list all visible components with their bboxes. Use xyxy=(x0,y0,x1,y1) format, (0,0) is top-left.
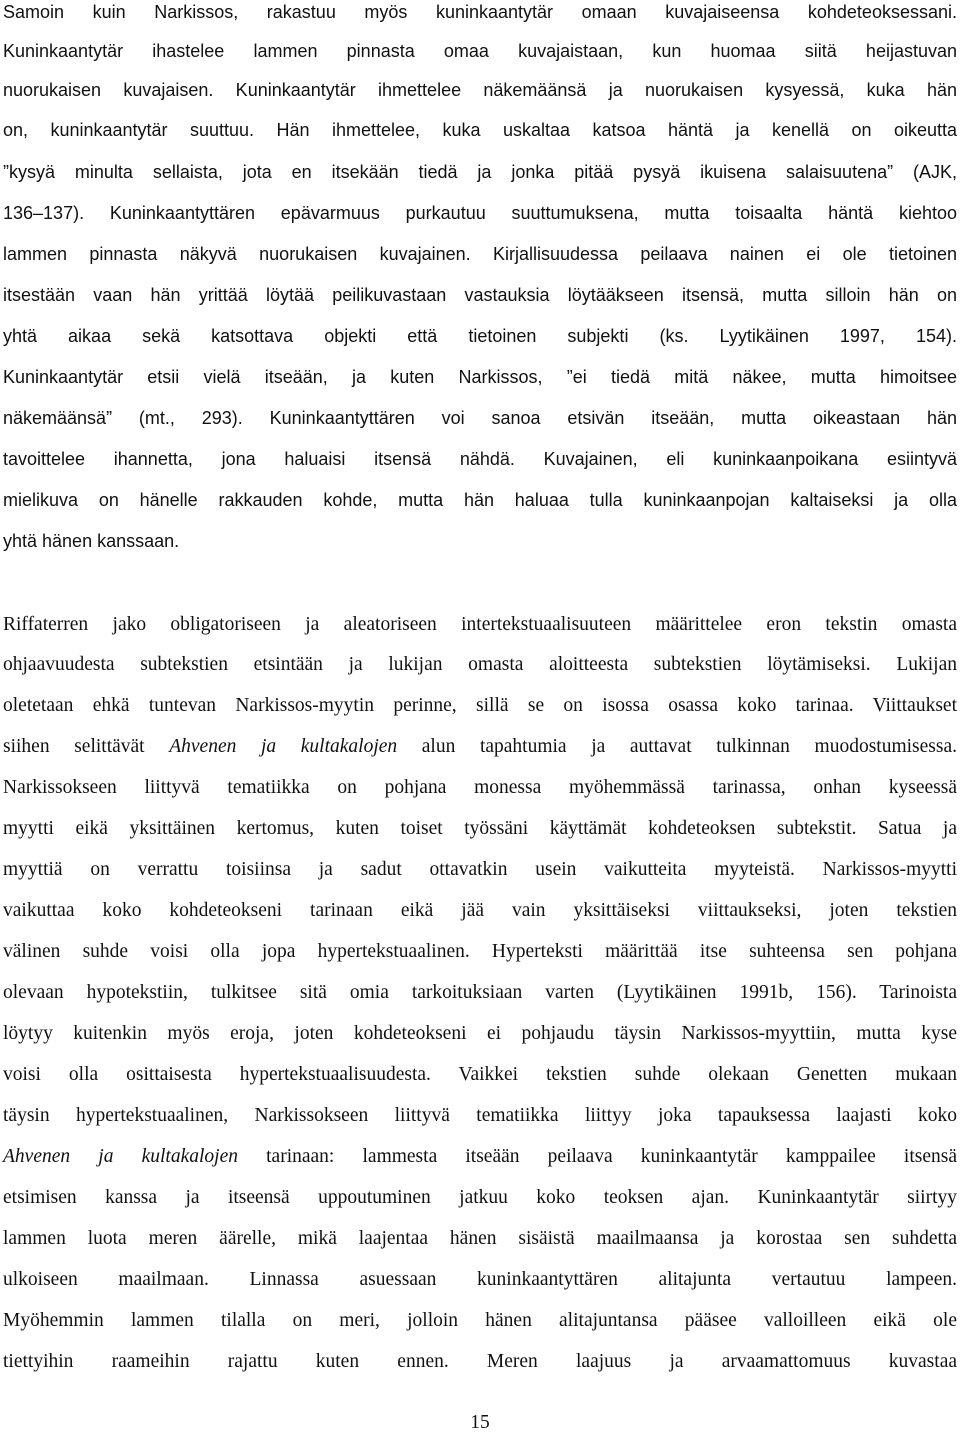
paragraph-1-line-9: yhtä aikaa sekä katsottava objekti että tietoinen subjekti (ks. Lyytikäinen 1997, 154). xyxy=(3,326,957,346)
page-number: 15 xyxy=(470,1412,490,1433)
paragraph-1-line-2: Kuninkaantytär ihastelee lammen pinnasta omaa kuvajaistaan, kun huomaa siitä heijastuvan xyxy=(3,41,957,61)
paragraph-1-line-8: itsestään vaan hän yrittää löytää peilikuvastaan vastauksia löytääkseen itsensä, mutta silloin hän on xyxy=(3,285,957,305)
paragraph-2-line-16: lammen luota meren äärelle, mikä laajentaa hänen sisäistä maailmaansa ja korostaa sen suhdetta xyxy=(3,1228,957,1249)
paragraph-2-line-12: voisi olla osittaisesta hypertekstuaalisuudesta. Vaikkei tekstien suhde olekaan Genetten mukaan xyxy=(3,1064,957,1085)
work-title-italic: Ahvenen ja kultakalojen xyxy=(169,736,398,757)
line-14-text-end: tarinaan: lammesta itseään peilaava kuninkaantytär kamppailee itsensä xyxy=(237,1146,957,1167)
paragraph-1-line-3: nuorukaisen kuvajaisen. Kuninkaantytär ihmettelee näkemäänsä ja nuorukaisen kysyessä, kuka hän xyxy=(3,80,957,100)
paragraph-2-line-9: välinen suhde voisi olla jopa hypertekstuaalinen. Hyperteksti määrittää itse suhteensa sen pohjana xyxy=(3,941,957,962)
paragraph-1-line-14: yhtä hänen kanssaan. xyxy=(3,531,180,551)
paragraph-2-line-17: ulkoiseen maailmaan. Linnassa asuessaan kuninkaantyttären alitajunta vertautuu lampeen. xyxy=(3,1269,957,1290)
line-4-text-end: alun tapahtumia ja auttavat tulkinnan muodostumisessa. xyxy=(397,736,957,757)
paragraph-2-line-7: myyttiä on verrattu toisiinsa ja sadut ottavatkin usein vaikutteita myyteistä. Narkissos-myytti xyxy=(3,859,957,880)
paragraph-1-line-5: ”kysyä minulta sellaista, jota en itsekään tiedä ja jonka pitää pysyä ikuisena salaisuutena” (AJK, xyxy=(3,162,957,182)
paragraph-1-line-12: tavoittelee ihannetta, jona haluaisi itsensä nähdä. Kuvajainen, eli kuninkaanpoikana esiintyvä xyxy=(3,449,957,469)
paragraph-1-line-11: näkemäänsä” (mt., 293). Kuninkaantyttären voi sanoa etsivän itseään, mutta oikeastaan hän xyxy=(3,408,957,428)
paragraph-2-line-1: Riffaterren jako obligatoriseen ja aleatoriseen intertekstuaalisuuteen määrittelee eron tekstin omasta xyxy=(3,614,957,635)
paragraph-1-line-1: Samoin kuin Narkissos, rakastuu myös kuninkaantytär omaan kuvajaiseensa kohdeteoksessani. xyxy=(3,2,957,22)
paragraph-2-line-10: olevaan hypotekstiin, tulkitsee sitä omia tarkoituksiaan varten (Lyytikäinen 1991b, 156). Tarinoista xyxy=(3,982,957,1003)
paragraph-2-line-4 xyxy=(3,727,957,767)
paragraph-1-line-10: Kuninkaantytär etsii vielä itseään, ja kuten Narkissos, ”ei tiedä mitä näkee, mutta himoitsee xyxy=(3,367,957,387)
paragraph-2-line-15: etsimisen kanssa ja itseensä uppoutuminen jatkuu koko teoksen ajan. Kuninkaantytär siirtyy xyxy=(3,1187,957,1208)
paragraph-1-line-4: on, kuninkaantytär suuttuu. Hän ihmettelee, kuka uskaltaa katsoa häntä ja kenellä on oikeutta xyxy=(3,120,957,140)
line-4-text-start: siihen selittävät xyxy=(3,736,170,757)
work-title-italic: Ahvenen ja kultakalojen xyxy=(3,1146,238,1167)
paragraph-2-line-11: löytyy kuitenkin myös eroja, joten kohdeteokseni ei pohjaudu täysin Narkissos-myyttiin, mutta kyse xyxy=(3,1023,957,1044)
paragraph-2-line-8: vaikuttaa koko kohdeteokseni tarinaan eikä jää vain yksittäiseksi viittaukseksi, joten tekstien xyxy=(3,900,957,921)
paragraph-2-line-14 xyxy=(3,1137,957,1177)
paragraph-1-line-7: lammen pinnasta näkyvä nuorukaisen kuvajainen. Kirjallisuudessa peilaava nainen ei ole tietoinen xyxy=(3,244,957,264)
paragraph-2-line-13: täysin hypertekstuaalinen, Narkissokseen liittyvä tematiikka liittyy joka tapauksessa laajasti koko xyxy=(3,1105,957,1126)
paragraph-2-line-19: tiettyihin raameihin rajattu kuten ennen. Meren laajuus ja arvaamattomuus kuvastaa xyxy=(3,1351,957,1372)
paragraph-2-line-2: ohjaavuudesta subtekstien etsintään ja lukijan omasta aloitteesta subtekstien löytämiseksi. Lukijan xyxy=(3,654,957,675)
paragraph-2-line-5: Narkissokseen liittyvä tematiikka on pohjana monessa myöhemmässä tarinassa, onhan kyseessä xyxy=(3,777,957,798)
paragraph-1-line-6: 136–137). Kuninkaantyttären epävarmuus purkautuu suuttumuksena, mutta toisaalta häntä kiehtoo xyxy=(3,203,957,223)
paragraph-1-line-13: mielikuva on hänelle rakkauden kohde, mutta hän haluaa tulla kuninkaanpojan kaltaiseksi ja olla xyxy=(3,490,957,510)
paragraph-2-line-18: Myöhemmin lammen tilalla on meri, jolloin hänen alitajuntansa pääsee valloilleen eikä ole xyxy=(3,1310,957,1331)
paragraph-2-line-3: oletetaan ehkä tuntevan Narkissos-myytin perinne, sillä se on isossa osassa koko tarinaa. Viittaukset xyxy=(3,695,957,716)
paragraph-2-line-6: myytti eikä yksittäinen kertomus, kuten toiset työssäni käyttämät kohdeteoksen subtekstit. Satua ja xyxy=(3,818,957,839)
